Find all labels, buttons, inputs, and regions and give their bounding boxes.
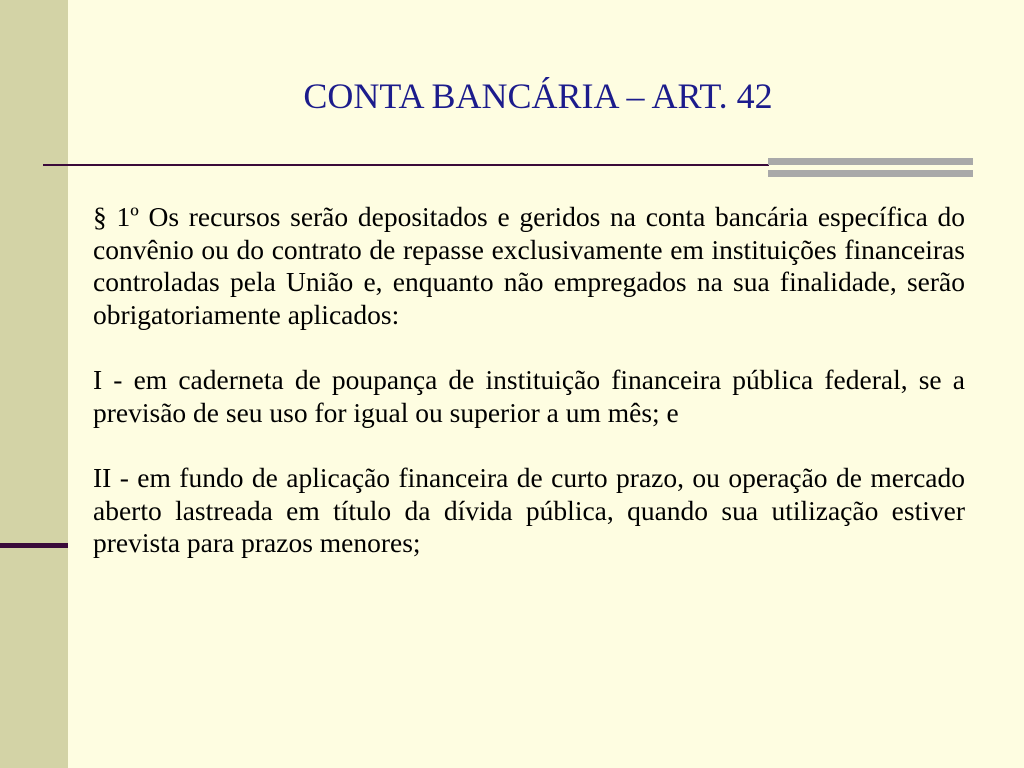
left-decorative-band bbox=[0, 0, 68, 768]
left-accent-bar bbox=[0, 543, 68, 548]
paragraph-1: § 1º Os recursos serão depositados e geridos na conta bancária específica do convênio ou do contrato de repasse exclusivamente em instituições financeiras controladas pela União e, enquanto não empregados na sua finalidade, serão obrigatoriamente aplicados: bbox=[93, 201, 965, 330]
divider-bar-top bbox=[768, 158, 973, 165]
title-divider-line bbox=[43, 164, 769, 166]
divider-bar-bottom bbox=[768, 170, 973, 177]
slide-title: CONTA BANCÁRIA – ART. 42 bbox=[303, 76, 773, 116]
slide-body bbox=[93, 201, 965, 593]
paragraph-item-ii: II - em fundo de aplicação financeira de curto prazo, ou operação de mercado aberto lastreada em título da dívida pública, quando sua utilização estiver prevista para prazos menores; bbox=[93, 462, 965, 558]
paragraph-item-i: I - em caderneta de poupança de instituição financeira pública federal, se a previsão de seu uso for igual ou superior a um mês; e bbox=[93, 364, 965, 428]
